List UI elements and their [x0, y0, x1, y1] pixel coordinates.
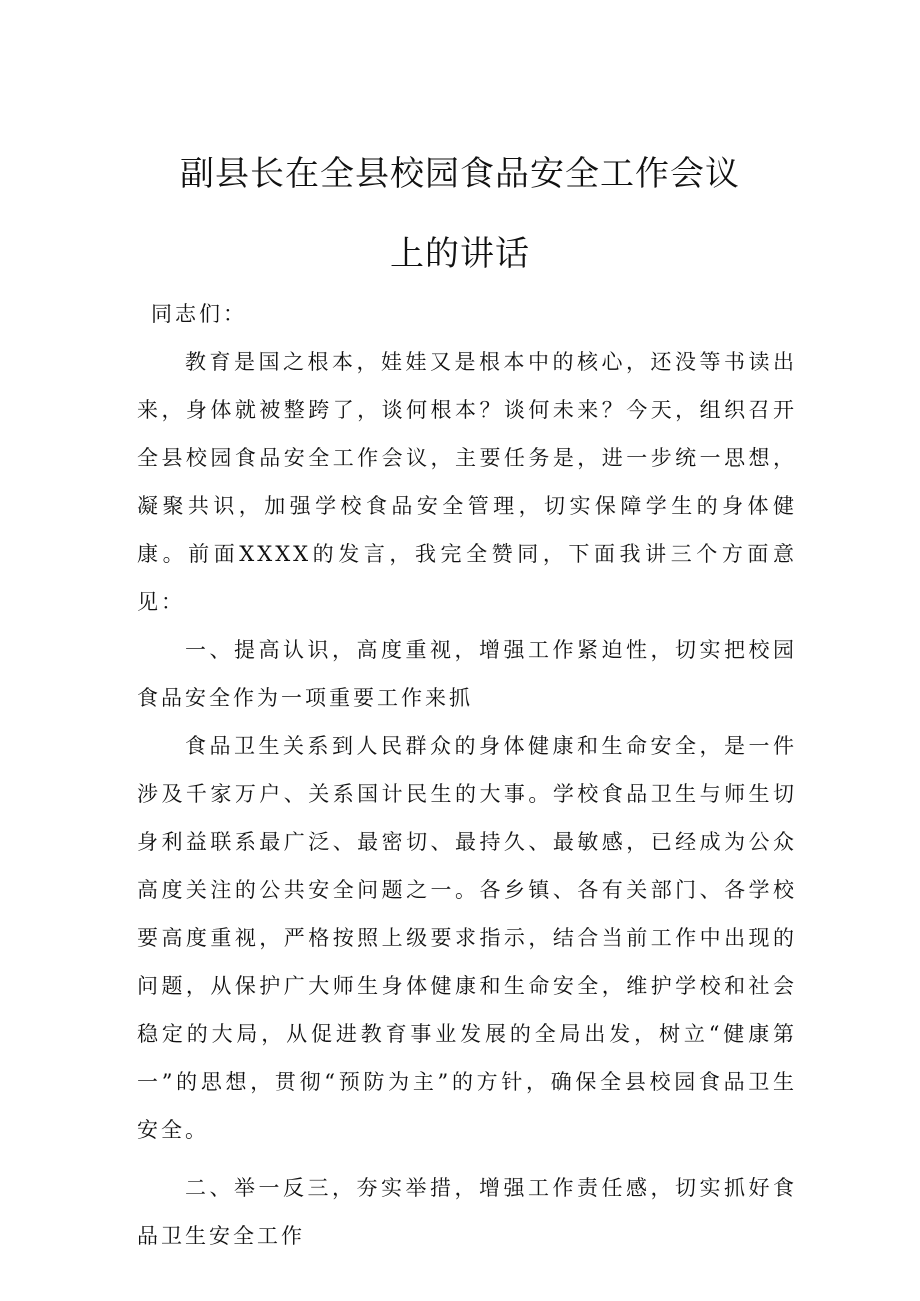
section-heading-1: 一、提高认识，高度重视，增强工作紧迫性，切实把校园食品安全作为一项重要工作来抓: [137, 638, 797, 710]
paragraph-intro: 教育是国之根本，娃娃又是根本中的核心，还没等书读出来，身体就被整跨了，谈何根本？谈何未来？今天，组织召开全县校园食品安全工作会议，主要任务是，进一步统一思想，凝聚共识，加强学校食品安全管理，切实保障学生的身体健康。前面XXXX的发言，我完全赞同，下面我讲三个方面意见：: [137, 350, 797, 614]
paragraph-section-1: 食品卫生关系到人民群众的身体健康和生命安全，是一件涉及千家万户、关系国计民生的大事。学校食品卫生与师生切身利益联系最广泛、最密切、最持久、最敏感，已经成为公众高度关注的公共安全问题之一。各乡镇、各有关部门、各学校要高度重视，严格按照上级要求指示，结合当前工作中出现的问题，从保护广大师生身体健康和生命安全，维护学校和社会稳定的大局，从促进教育事业发展的全局出发，树立“健康第一”的思想，贯彻“预防为主”的方针，确保全县校园食品卫生安全。: [137, 734, 797, 1142]
document-title-line-1: 副县长在全县校园食品安全工作会议: [180, 154, 740, 194]
document-title-line-2: 上的讲话: [390, 234, 530, 274]
greeting: 同志们：: [151, 302, 247, 326]
section-heading-2: 二、举一反三，夯实举措，增强工作责任感，切实抓好食品卫生安全工作: [137, 1176, 797, 1248]
document-body: [137, 290, 797, 1260]
